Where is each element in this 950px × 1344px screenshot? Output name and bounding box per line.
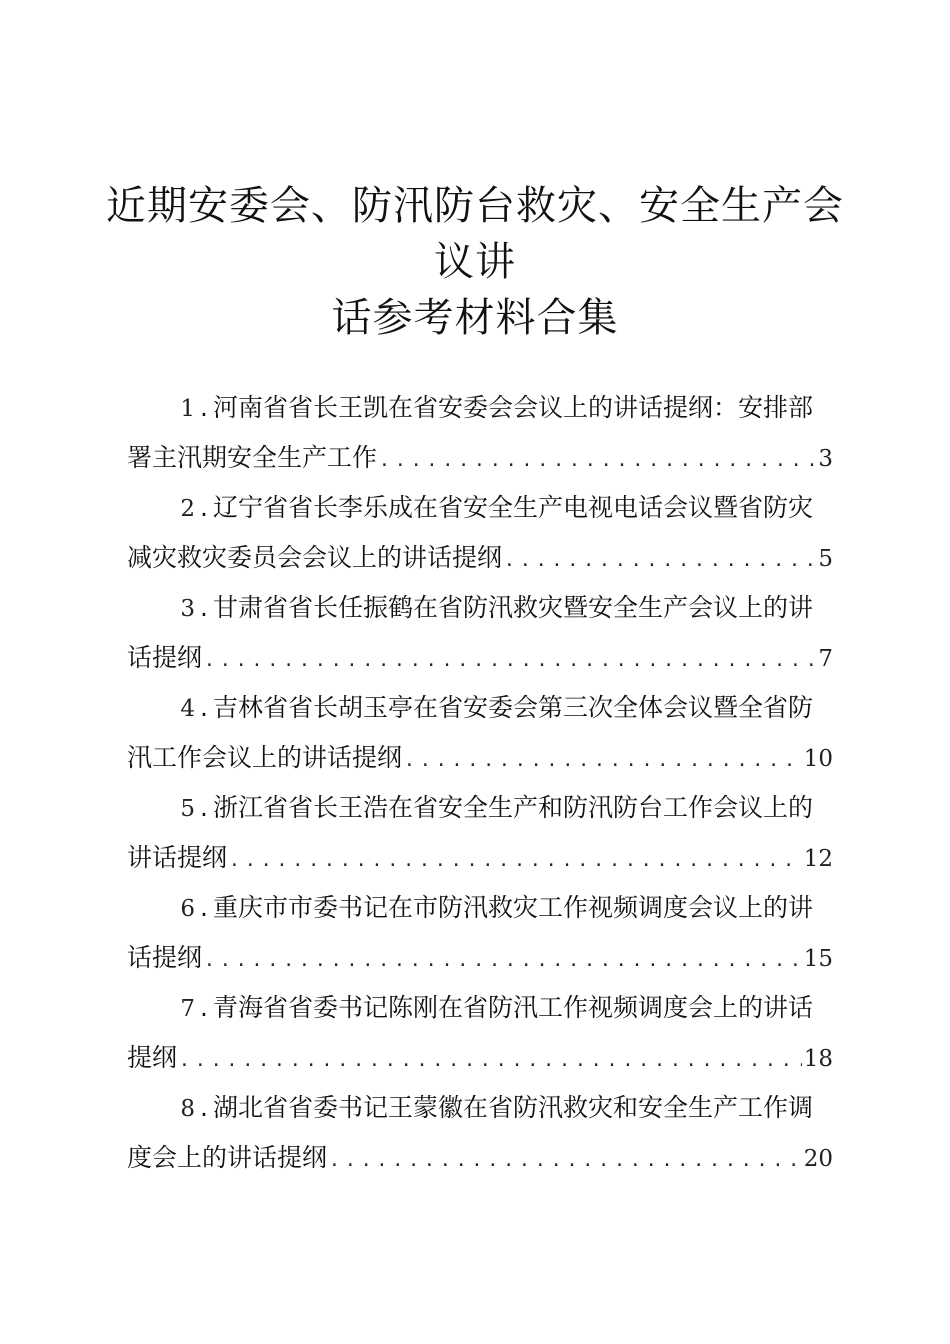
toc-entry[interactable]: 2 . 辽宁省省长李乐成在省安全生产电视电话会议暨省防灾 减灾救灾委员会会议上的讲话提纲 ..... 5 xyxy=(127,486,833,586)
dot-leader xyxy=(179,1039,802,1083)
toc-entry-page: 18 xyxy=(803,1046,833,1072)
dot-leader xyxy=(204,639,816,683)
toc-entry[interactable]: 4 . 吉林省省长胡玉亭在省安委会第三次全体会议暨全省防 汛工作会议上的讲话提纲 ..... 10 xyxy=(127,686,833,786)
toc-entry[interactable]: 8 . 湖北省省委书记王蒙徽在省防汛救灾和安全生产工作调 度会上的讲话提纲 ..... 20 xyxy=(127,1086,833,1186)
toc-entry-title: 浙江省省长王浩在省安全生产和防汛防台工作会议上的 xyxy=(213,793,814,822)
toc-entry-title-continued: 提纲 xyxy=(127,1043,178,1072)
table-of-contents xyxy=(127,386,833,1186)
dot-leader xyxy=(329,1139,802,1183)
toc-entry-title: 吉林省省长胡玉亭在省安委会第三次全体会议暨全省防 xyxy=(213,693,814,722)
toc-entry-page: 10 xyxy=(803,746,833,772)
toc-entry-page: 12 xyxy=(803,846,833,872)
dot-leader xyxy=(229,839,802,883)
toc-entry-page: 7 xyxy=(818,646,833,672)
toc-entry-number: 4 xyxy=(180,696,195,722)
toc-entry[interactable]: 5 . 浙江省省长王浩在省安全生产和防汛防台工作会议上的 讲话提纲 ..... 12 xyxy=(127,786,833,886)
toc-entry-title: 辽宁省省长李乐成在省安全生产电视电话会议暨省防灾 xyxy=(213,493,814,522)
toc-entry-page: 15 xyxy=(803,946,833,972)
dot-leader xyxy=(204,939,802,983)
toc-entry-number: 5 xyxy=(180,796,195,822)
toc-entry[interactable]: 1 . 河南省省长王凯在省安委会会议上的讲话提纲：安排部 署主汛期安全生产工作 ..... 3 xyxy=(127,386,833,486)
document-title-line1: 近期安委会、防汛防台救灾、安全生产会议讲 xyxy=(106,183,844,285)
toc-entry-number: 6 xyxy=(180,896,195,922)
toc-entry-title-continued: 署主汛期安全生产工作 xyxy=(127,443,378,472)
document-title xyxy=(100,178,850,346)
toc-entry[interactable]: 6 . 重庆市市委书记在市防汛救灾工作视频调度会议上的讲 话提纲 ..... 15 xyxy=(127,886,833,986)
toc-entry-page: 3 xyxy=(818,446,833,472)
toc-entry-page: 20 xyxy=(803,1146,833,1172)
toc-entry-title-continued: 话提纲 xyxy=(127,943,203,972)
toc-entry-title-continued: 汛工作会议上的讲话提纲 xyxy=(127,743,403,772)
toc-entry[interactable]: 7 . 青海省省委书记陈刚在省防汛工作视频调度会上的讲话 提纲 ..... 18 xyxy=(127,986,833,1086)
toc-entry-title: 湖北省省委书记王蒙徽在省防汛救灾和安全生产工作调 xyxy=(213,1093,814,1122)
toc-entry-number: 8 xyxy=(180,1096,195,1122)
dot-leader xyxy=(404,739,802,783)
toc-entry-number: 1 xyxy=(180,396,195,422)
toc-entry-title: 重庆市市委书记在市防汛救灾工作视频调度会议上的讲 xyxy=(213,893,814,922)
toc-entry-title: 甘肃省省长任振鹤在省防汛救灾暨安全生产会议上的讲 xyxy=(213,593,814,622)
toc-entry[interactable]: 3 . 甘肃省省长任振鹤在省防汛救灾暨安全生产会议上的讲 话提纲 ..... 7 xyxy=(127,586,833,686)
toc-entry-title-continued: 减灾救灾委员会会议上的讲话提纲 xyxy=(127,543,503,572)
toc-entry-title: 河南省省长王凯在省安委会会议上的讲话提纲：安排部 xyxy=(213,393,814,422)
toc-entry-title-continued: 话提纲 xyxy=(127,643,203,672)
toc-entry-number: 7 xyxy=(180,996,195,1022)
toc-entry-title-continued: 讲话提纲 xyxy=(127,843,228,872)
toc-entry-title: 青海省省委书记陈刚在省防汛工作视频调度会上的讲话 xyxy=(213,993,814,1022)
toc-entry-page: 5 xyxy=(818,546,833,572)
toc-entry-title-continued: 度会上的讲话提纲 xyxy=(127,1143,328,1172)
toc-entry-number: 3 xyxy=(180,596,195,622)
dot-leader xyxy=(504,539,816,583)
dot-leader xyxy=(379,439,816,483)
toc-entry-number: 2 xyxy=(180,496,195,522)
document-title-line2: 话参考材料合集 xyxy=(331,295,619,341)
